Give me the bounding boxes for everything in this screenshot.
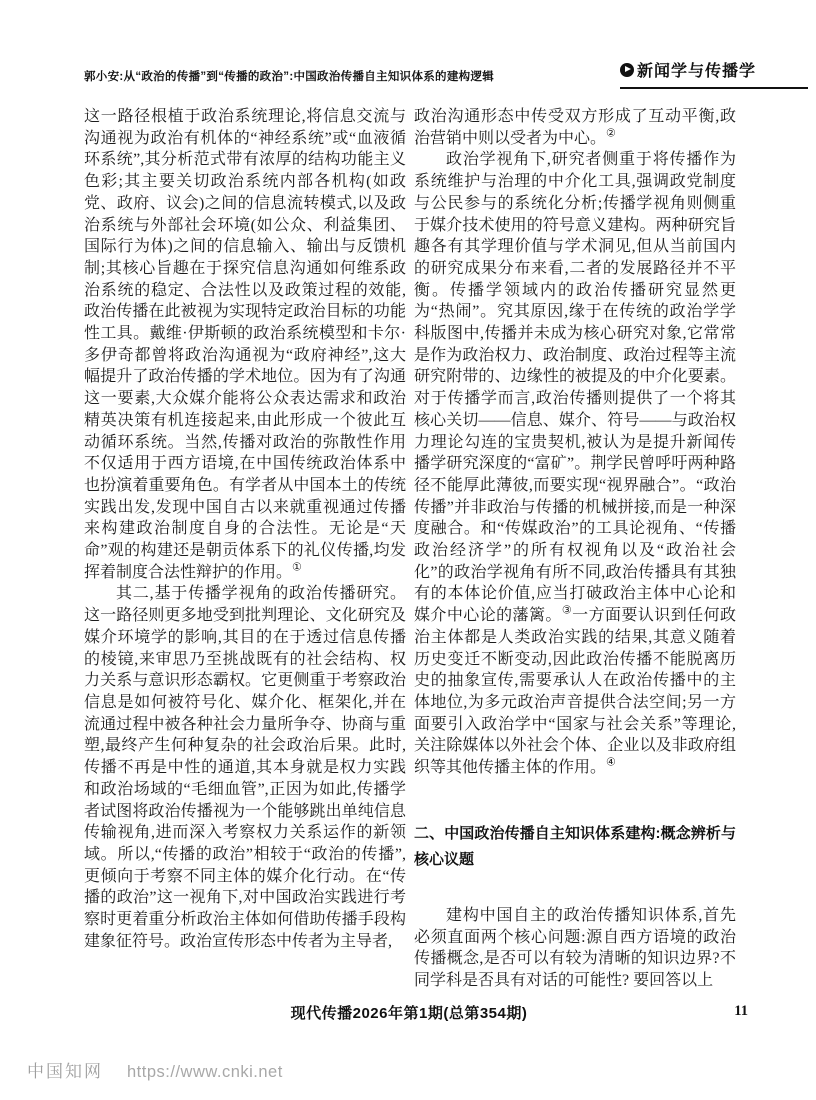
- paragraph: 建构中国自主的政治传播知识体系,首先必须直面两个核心问题:源自西方语境的政治传播概念,是否可以有较为清晰的知识边界?不同学科是否具有对话的可能性? 要回答以上: [414, 906, 736, 989]
- cnki-watermark: [27, 1057, 283, 1082]
- paragraph-continued: 政治沟通形态中传受双方形成了互动平衡,政治营销中则以受者为中心。②: [414, 108, 736, 147]
- page-number: 11: [734, 1003, 748, 1019]
- section-heading: 二、中国政治传播自主知识体系建构:概念辨析与核心议题: [414, 824, 736, 868]
- paragraph: 政治学视角下,研究者侧重于将传播作为系统维护与治理的中介化工具,强调政党制度与公民参与的系统化分析;传播学视角则侧重于媒介技术使用的符号意义建构。两种研究旨趣各有其学理价值与学术洞见,但从当前国内的研究成果分布来看,二者的发展路径并不平衡。传播学领域内的政治传播研究显然更为“热闹”。究其原因,缘于在传统的政治学学科版图中,传播并未成为核心研究对象,它常常是作为政治权力、政治制度、政治过程等主流研究附带的、边缘性的被提及的中介化要素。对于传播学而言,政治传播则提供了一个将其核心关切——信息、媒介、符号——与政治权力理论勾连的宝贵契机,被认为是提升新闻传播学研究深度的“富矿”。荆学民曾呼吁两种路径不能厚此薄彼,而要实现“视界融合”。“政治传播”并非政治与传播的机械拼接,而是一种深度融合。和“传媒政治”的工具论视角、“传播政治经济学”的所有权视角以及“政治社会化”的政治学视角有所不同,政治传播具有其独有的本体论价值,应当打破政治主体中心论和媒介中心论的藩篱。③一方面要认识到任何政治主体都是人类政治实践的结果,其意义随着历史变迁不断变动,因此政治传播不能脱离历史的抽象宣传,需要承认人在政治传播中的主体地位,为多元政治声音提供合法空间;另一方面要引入政治学中“国家与社会关系”等理论,关注除媒体以外社会个体、企业以及非政府组织等其他传播主体的作用。④: [414, 151, 736, 777]
- play-circle-icon: [620, 63, 634, 77]
- cnki-logo-text: 中国知网: [27, 1062, 103, 1081]
- paragraph: 其二,基于传播学视角的政治传播研究。这一路径则更多地受到批判理论、文化研究及媒介环境学的影响,其目的在于透过信息传播的棱镜,来审思乃至挑战既有的社会结构、权力关系与意识形态霸权。它更侧重于考察政治信息是如何被符号化、媒介化、框架化,并在流通过程中被各种社会力量所争夺、协商与重塑,最终产生何种复杂的社会政治后果。此时,传播不再是中性的通道,其本身就是权力实践和政治场域的“毛细血管”,正因为如此,传播学者试图将政治传播视为一个能够跳出单纯信息传输视角,进而深入考察权力关系运作的新领域。所以,“传播的政治”相较于“政治的传播”,更倾向于考察不同主体的媒介化行动。在“传播的政治”这一视角下,对中国政治实践进行考察时更着重分析政治主体如何借助传播手段构建象征符号。政治宣传形态中传者为主导者,: [84, 585, 406, 950]
- journal-issue-line: 现代传播2026年第1期(总第354期): [290, 1005, 528, 1022]
- cnki-url: https://www.cnki.net: [127, 1063, 283, 1081]
- column-left: [84, 106, 406, 952]
- paragraph-continued: 这一路径根植于政治系统理论,将信息交流与沟通视为政治有机体的“神经系统”或“血液循环系统”,其分析范式带有浓厚的结构功能主义色彩;其主要关切政治系统内部各机构(如政党、政府、议会)之间的信息流转模式,以及政治系统与外部社会环境(如公众、利益集团、国际行为体)之间的信息输入、输出与反馈机制;其核心旨趣在于探究信息沟通如何维系政治系统的稳定、合法性以及政策过程的效能,政治传播在此被视为实现特定政治目标的功能性工具。戴维·伊斯顿的政治系统模型和卡尔·多伊奇都曾将政治沟通视为“政府神经”,这大幅提升了政治传播的学术地位。因为有了沟通这一要素,大众媒介能将公众表达需求和政治精英决策有机连接起来,由此形成一个彼此互动循环系统。当然,传播对政治的弥散性作用不仅适用于西方语境,在中国传统政治体系中也扮演着重要角色。有学者从中国本土的传统实践出发,发现中国自古以来就重视通过传播来构建政治制度自身的合法性。无论是“天命”观的构建还是朝贡体系下的礼仪传播,均发挥着制度合法性辩护的作用。①: [84, 108, 406, 581]
- journal-section-badge: [620, 58, 808, 89]
- journal-section-label: 新闻学与传播学: [637, 63, 757, 80]
- running-head-article-title: 郭小安:从“政治的传播”到“传播的政治”:中国政治传播自主知识体系的建构逻辑: [84, 71, 495, 83]
- column-right: [414, 106, 736, 992]
